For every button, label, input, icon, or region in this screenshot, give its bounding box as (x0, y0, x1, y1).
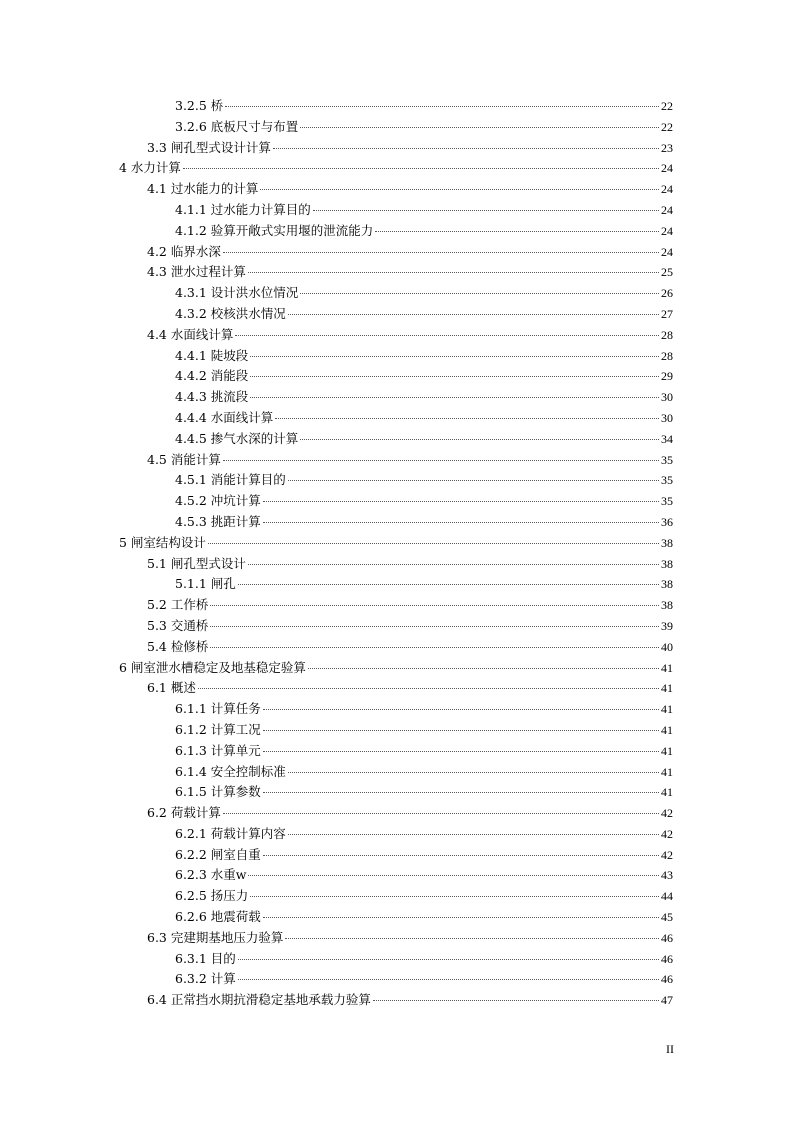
toc-entry-page: 38 (661, 556, 673, 571)
toc-entry-page: 23 (661, 140, 673, 155)
toc-entry-line (175, 366, 673, 387)
toc-entry-page: 28 (661, 327, 673, 342)
toc-entry-title: 3.2.6 底板尺寸与布置 (175, 118, 299, 134)
toc-entry[interactable] (0, 117, 794, 138)
toc-dot-leader (250, 397, 659, 398)
toc-entry-title: 6.2.3 水重w (175, 867, 247, 883)
toc-entry[interactable] (0, 637, 794, 658)
toc-entry-title: 4.1.1 过水能力计算目的 (175, 201, 311, 217)
toc-entry-title: 6.1.1 计算任务 (175, 701, 261, 717)
toc-entry[interactable] (0, 720, 794, 741)
toc-entry-title: 6.3.1 目的 (175, 950, 236, 966)
toc-entry[interactable] (0, 304, 794, 325)
toc-dot-leader (238, 979, 659, 980)
toc-entry[interactable] (0, 346, 794, 367)
toc-dot-leader (300, 293, 659, 294)
toc-entry-line (175, 886, 673, 907)
toc-entry-line (175, 845, 673, 866)
toc-entry-page: 43 (661, 868, 673, 883)
toc-dot-leader (288, 480, 659, 481)
toc-entry[interactable] (0, 179, 794, 200)
toc-dot-leader (373, 1000, 659, 1001)
toc-dot-leader (250, 356, 659, 357)
toc-dot-leader (260, 189, 659, 190)
toc-entry-line (175, 221, 673, 242)
toc-entry-title: 6.1.5 计算参数 (175, 784, 261, 800)
toc-entry-line (175, 969, 673, 990)
toc-entry-title: 6.1 概述 (147, 680, 196, 696)
toc-entry-line (175, 699, 673, 720)
toc-dot-leader (300, 439, 659, 440)
toc-entry-line (147, 554, 673, 575)
toc-entry-line (147, 595, 673, 616)
toc-dot-leader (223, 813, 659, 814)
toc-entry-title: 6.4 正常挡水期抗滑稳定基地承载力验算 (147, 992, 371, 1008)
toc-entry-page: 26 (661, 286, 673, 301)
toc-dot-leader (288, 834, 659, 835)
toc-dot-leader (248, 272, 659, 273)
toc-dot-leader (263, 730, 659, 731)
toc-entry-line (147, 242, 673, 263)
toc-entry[interactable] (0, 658, 794, 679)
toc-entry-title: 5.3 交通桥 (147, 617, 209, 633)
toc-entry-title: 4.5.1 消能计算目的 (175, 472, 286, 488)
toc-entry-line (147, 803, 673, 824)
toc-entry-title: 6.3 完建期基地压力验算 (147, 929, 284, 945)
toc-entry-line (119, 533, 673, 554)
toc-entry[interactable] (0, 803, 794, 824)
toc-entry[interactable] (0, 387, 794, 408)
toc-dot-leader (263, 855, 659, 856)
toc-entry-title: 5.2 工作桥 (147, 597, 209, 613)
toc-entry-page: 45 (661, 910, 673, 925)
toc-entry-page: 35 (661, 494, 673, 509)
toc-entry-line (175, 824, 673, 845)
toc-entry-page: 41 (661, 722, 673, 737)
toc-entry-line (175, 96, 673, 117)
toc-entry-title: 4.1.2 验算开敞式实用堰的泄流能力 (175, 222, 374, 238)
toc-dot-leader (210, 647, 659, 648)
toc-dot-leader (248, 564, 659, 565)
toc-dot-leader (285, 938, 659, 939)
toc-entry-page: 24 (661, 202, 673, 217)
toc-dot-leader (263, 522, 659, 523)
toc-entry-page: 39 (661, 618, 673, 633)
toc-entry[interactable] (0, 595, 794, 616)
toc-entry-title: 4.4.5 掺气水深的计算 (175, 430, 299, 446)
toc-dot-leader (235, 335, 659, 336)
toc-entry-line (147, 616, 673, 637)
toc-entry-page: 29 (661, 369, 673, 384)
toc-dot-leader (250, 896, 659, 897)
toc-entry-line (175, 720, 673, 741)
toc-entry-line (119, 158, 673, 179)
toc-dot-leader (250, 376, 659, 377)
toc-entry-page: 46 (661, 972, 673, 987)
toc-entry-line (147, 990, 673, 1011)
toc-entry[interactable] (0, 762, 794, 783)
toc-entry-line (175, 470, 673, 491)
toc-entry[interactable] (0, 158, 794, 179)
toc-dot-leader (375, 231, 659, 232)
toc-entry-line (147, 325, 673, 346)
toc-entry-page: 38 (661, 577, 673, 592)
toc-entry-title: 3.3 闸孔型式设计计算 (147, 139, 271, 155)
toc-entry-title: 4.4.4 水面线计算 (175, 409, 274, 425)
toc-entry-line (175, 907, 673, 928)
toc-dot-leader (210, 626, 659, 627)
toc-dot-leader (208, 543, 659, 544)
toc-entry[interactable] (0, 782, 794, 803)
toc-entry[interactable] (0, 242, 794, 263)
toc-dot-leader (275, 418, 659, 419)
table-of-contents (0, 96, 794, 1011)
toc-entry-page: 30 (661, 410, 673, 425)
toc-dot-leader (300, 127, 659, 128)
toc-entry[interactable] (0, 262, 794, 283)
toc-entry-title: 4 水力计算 (119, 160, 181, 176)
toc-dot-leader (263, 792, 659, 793)
toc-entry-line (147, 678, 673, 699)
toc-dot-leader (210, 605, 659, 606)
toc-entry-title: 6 闸室泄水槽稳定及地基稳定验算 (119, 659, 306, 675)
toc-entry-line (175, 200, 673, 221)
toc-entry-page: 34 (661, 431, 673, 446)
toc-entry[interactable] (0, 928, 794, 949)
toc-entry[interactable] (0, 865, 794, 886)
toc-entry-title: 5 闸室结构设计 (119, 534, 206, 550)
toc-dot-leader (198, 688, 659, 689)
toc-entry-line (175, 491, 673, 512)
toc-entry[interactable] (0, 616, 794, 637)
toc-entry[interactable] (0, 408, 794, 429)
toc-entry-page: 44 (661, 889, 673, 904)
toc-dot-leader (263, 709, 659, 710)
toc-entry-line (175, 741, 673, 762)
toc-entry[interactable] (0, 366, 794, 387)
toc-entry-line (175, 512, 673, 533)
toc-entry-page: 38 (661, 535, 673, 550)
toc-dot-leader (308, 668, 659, 669)
toc-dot-leader (313, 210, 659, 211)
toc-entry-line (147, 928, 673, 949)
toc-entry[interactable] (0, 554, 794, 575)
toc-entry-title: 4.4.1 陡坡段 (175, 347, 249, 363)
toc-entry-title: 4.3.2 校核洪水情况 (175, 305, 286, 321)
toc-dot-leader (225, 106, 659, 107)
toc-dot-leader (263, 917, 659, 918)
toc-entry-page: 35 (661, 473, 673, 488)
toc-dot-leader (263, 501, 659, 502)
toc-dot-leader (288, 772, 659, 773)
toc-entry-page: 41 (661, 785, 673, 800)
toc-entry-page: 41 (661, 743, 673, 758)
toc-dot-leader (288, 314, 659, 315)
toc-dot-leader (183, 168, 659, 169)
toc-dot-leader (238, 959, 659, 960)
toc-entry[interactable] (0, 969, 794, 990)
toc-dot-leader (248, 875, 659, 876)
toc-entry-line (119, 658, 673, 679)
toc-entry-page: 30 (661, 390, 673, 405)
toc-entry-title: 6.1.2 计算工况 (175, 721, 261, 737)
toc-entry[interactable] (0, 512, 794, 533)
toc-entry-page: 24 (661, 244, 673, 259)
toc-entry-title: 4.5.3 挑距计算 (175, 513, 261, 529)
toc-dot-leader (238, 584, 659, 585)
toc-entry[interactable] (0, 824, 794, 845)
toc-entry-line (147, 262, 673, 283)
toc-entry[interactable] (0, 283, 794, 304)
toc-entry-page: 25 (661, 265, 673, 280)
toc-entry[interactable] (0, 845, 794, 866)
toc-entry-page: 42 (661, 806, 673, 821)
toc-entry-line (175, 574, 673, 595)
toc-entry-title: 4.3 泄水过程计算 (147, 264, 246, 280)
toc-dot-leader (223, 460, 659, 461)
toc-entry[interactable] (0, 96, 794, 117)
toc-entry[interactable] (0, 990, 794, 1011)
toc-entry-title: 3.2.5 桥 (175, 98, 224, 113)
toc-entry-title: 5.1.1 闸孔 (175, 576, 236, 592)
toc-entry-title: 6.3.2 计算 (175, 971, 236, 987)
toc-entry-page: 41 (661, 660, 673, 675)
toc-entry-title: 4.4.3 挑流段 (175, 389, 249, 405)
toc-entry-title: 5.1 闸孔型式设计 (147, 555, 246, 571)
toc-entry-line (147, 179, 673, 200)
toc-entry-page: 35 (661, 452, 673, 467)
toc-entry-title: 6.2.2 闸室自重 (175, 846, 261, 862)
toc-entry-line (175, 782, 673, 803)
toc-entry-title: 6.2.5 扬压力 (175, 888, 249, 904)
toc-entry-page: 27 (661, 306, 673, 321)
toc-entry[interactable] (0, 325, 794, 346)
toc-entry-line (175, 949, 673, 970)
toc-entry[interactable] (0, 221, 794, 242)
toc-entry-page: 41 (661, 764, 673, 779)
toc-entry-line (147, 637, 673, 658)
toc-entry-line (175, 762, 673, 783)
toc-entry-page: 22 (661, 99, 673, 113)
toc-entry-page: 36 (661, 514, 673, 529)
toc-entry-line (175, 304, 673, 325)
toc-entry[interactable] (0, 699, 794, 720)
toc-entry-title: 4.4.2 消能段 (175, 368, 249, 384)
toc-dot-leader (273, 148, 659, 149)
toc-entry-page: 41 (661, 702, 673, 717)
toc-entry-title: 6.2.1 荷载计算内容 (175, 825, 286, 841)
toc-entry[interactable] (0, 429, 794, 450)
toc-entry[interactable] (0, 574, 794, 595)
toc-entry-line (175, 117, 673, 138)
toc-entry[interactable] (0, 741, 794, 762)
toc-entry-page: 42 (661, 826, 673, 841)
toc-entry-page: 41 (661, 681, 673, 696)
toc-entry-line (175, 408, 673, 429)
toc-entry-title: 4.5.2 冲坑计算 (175, 493, 261, 509)
toc-entry-page: 24 (661, 182, 673, 197)
toc-entry-title: 4.5 消能计算 (147, 451, 221, 467)
toc-entry-line (175, 865, 673, 886)
toc-entry-title: 4.2 临界水深 (147, 243, 221, 259)
toc-entry-page: 46 (661, 951, 673, 966)
toc-entry[interactable] (0, 138, 794, 159)
toc-entry-page: 40 (661, 639, 673, 654)
toc-entry-line (175, 429, 673, 450)
toc-entry[interactable] (0, 450, 794, 471)
toc-entry-page: 28 (661, 348, 673, 363)
toc-entry-title: 4.3.1 设计洪水位情况 (175, 285, 299, 301)
toc-entry[interactable] (0, 907, 794, 928)
toc-entry-title: 4.4 水面线计算 (147, 326, 234, 342)
toc-entry-page: 38 (661, 598, 673, 613)
toc-entry-line (147, 450, 673, 471)
toc-entry-title: 6.1.3 计算单元 (175, 742, 261, 758)
toc-entry-page: 24 (661, 223, 673, 238)
toc-entry-line (147, 138, 673, 159)
toc-entry-title: 6.1.4 安全控制标准 (175, 763, 286, 779)
toc-entry[interactable] (0, 491, 794, 512)
toc-entry[interactable] (0, 949, 794, 970)
toc-entry-page: 24 (661, 161, 673, 176)
toc-entry-page: 42 (661, 847, 673, 862)
toc-entry-title: 5.4 检修桥 (147, 638, 209, 654)
toc-entry-line (175, 283, 673, 304)
toc-dot-leader (223, 252, 659, 253)
toc-entry-title: 6.2.6 地震荷载 (175, 909, 261, 925)
toc-entry[interactable] (0, 886, 794, 907)
page-number: II (666, 1042, 674, 1056)
toc-entry-page: 46 (661, 930, 673, 945)
toc-entry[interactable] (0, 470, 794, 491)
toc-entry-title: 6.2 荷载计算 (147, 805, 221, 821)
toc-entry-page: 47 (661, 993, 673, 1008)
toc-entry[interactable] (0, 678, 794, 699)
toc-entry[interactable] (0, 533, 794, 554)
toc-dot-leader (263, 751, 659, 752)
toc-entry-page: 22 (661, 119, 673, 134)
toc-entry-line (175, 387, 673, 408)
toc-entry-title: 4.1 过水能力的计算 (147, 181, 259, 197)
toc-entry[interactable] (0, 200, 794, 221)
toc-entry-line (175, 346, 673, 367)
